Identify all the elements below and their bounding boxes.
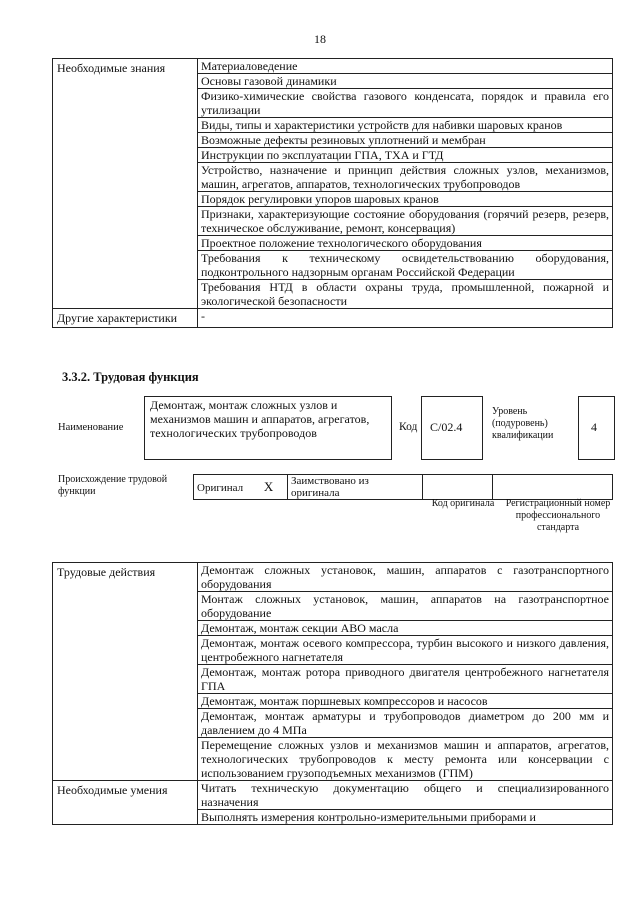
code-original-cell <box>423 475 493 500</box>
knowledge-item: Порядок регулировки упоров шаровых кранов <box>198 192 613 207</box>
knowledge-item: Возможные дефекты резиновых уплотнений и мембран <box>198 133 613 148</box>
actions-item: Перемещение сложных узлов и механизмов машин и аппаратов, агрегатов, технологических трубопроводов к месту ремонта или консервации с использованием грузоподъемных механизмов (ГПМ) <box>198 738 613 781</box>
actions-item: Демонтаж, монтаж ротора приводного двигателя центробежного нагнетателя ГПА <box>198 665 613 694</box>
knowledge-item: Требования НТД в области охраны труда, промышленной, пожарной и экологической безопасности <box>198 280 613 309</box>
knowledge-item: Признаки, характеризующие состояние оборудования (горячий резерв, резерв, техническое обслуживание, ремонт, консервация) <box>198 207 613 236</box>
skills-label: Необходимые умения <box>53 781 198 825</box>
other-label: Другие характеристики <box>53 309 198 328</box>
knowledge-item: Устройство, назначение и принцип действия сложных узлов, механизмов, машин, агрегатов, аппаратов, технологических трубопроводов <box>198 163 613 192</box>
page-number: 18 <box>314 32 326 46</box>
table-row <box>53 309 613 328</box>
knowledge-item: Проектное положение технологического оборудования <box>198 236 613 251</box>
original-cell <box>194 475 288 500</box>
reg-number-label: Регистрационный номер профессионального стандарта <box>505 498 611 533</box>
knowledge-item: Физико-химические свойства газового конденсата, порядок и правила его утилизации <box>198 89 613 118</box>
code-label: Код <box>399 421 418 433</box>
actions-item: Демонтаж сложных установок, машин, аппаратов с газотранспортного оборудования <box>198 563 613 592</box>
knowledge-item: Инструкции по эксплуатации ГПА, ТХА и ГТД <box>198 148 613 163</box>
function-name: Демонтаж, монтаж сложных узлов и механизмов машин и аппаратов, агрегатов, технологических трубопроводов <box>150 398 370 440</box>
level-label: Уровень (подуровень) квалификации <box>492 406 554 441</box>
actions-item: Демонтаж, монтаж арматуры и трубопроводов диаметром до 200 мм и давлением до 4 МПа <box>198 709 613 738</box>
knowledge-item: Требования к техническому освидетельствованию оборудования, подконтрольного надзорным органам Российской Федерации <box>198 251 613 280</box>
level-value: 4 <box>591 420 597 434</box>
actions-item: Демонтаж, монтаж секции АВО масла <box>198 621 613 636</box>
actions-item: Монтаж сложных установок, машин, аппаратов на газотранспортное оборудование <box>198 592 613 621</box>
knowledge-item: Основы газовой динамики <box>198 74 613 89</box>
knowledge-item: Виды, типы и характеристики устройств для набивки шаровых кранов <box>198 118 613 133</box>
actions-label: Трудовые действия <box>53 563 198 781</box>
table-row <box>53 59 613 74</box>
actions-item: Демонтаж, монтаж осевого компрессора, турбин высокого и низкого давления, центробежного нагнетателя <box>198 636 613 665</box>
knowledge-item: Материаловедение <box>198 59 613 74</box>
knowledge-table <box>52 58 613 328</box>
code-value: С/02.4 <box>430 420 463 434</box>
skills-item: Читать техническую документацию общего и специализированного назначения <box>198 781 613 810</box>
borrowed-label: Заимствовано из оригинала <box>288 475 423 500</box>
code-original-label: Код оригинала <box>431 498 495 509</box>
name-label: Наименование <box>58 422 124 433</box>
origin-row <box>193 474 613 500</box>
original-label: Оригинал <box>197 482 244 494</box>
knowledge-label: Необходимые знания <box>53 59 198 309</box>
skills-item: Выполнять измерения контрольно-измерительными приборами и <box>198 810 613 825</box>
section-heading: 3.3.2. Трудовая функция <box>62 370 199 384</box>
table-row <box>53 563 613 592</box>
original-mark: X <box>263 479 274 494</box>
other-value: - <box>198 309 613 328</box>
table-row <box>53 781 613 810</box>
actions-item: Демонтаж, монтаж поршневых компрессоров и насосов <box>198 694 613 709</box>
origin-label: Происхождение трудовой функции <box>58 474 168 497</box>
actions-table <box>52 562 613 825</box>
reg-number-cell <box>493 475 613 500</box>
